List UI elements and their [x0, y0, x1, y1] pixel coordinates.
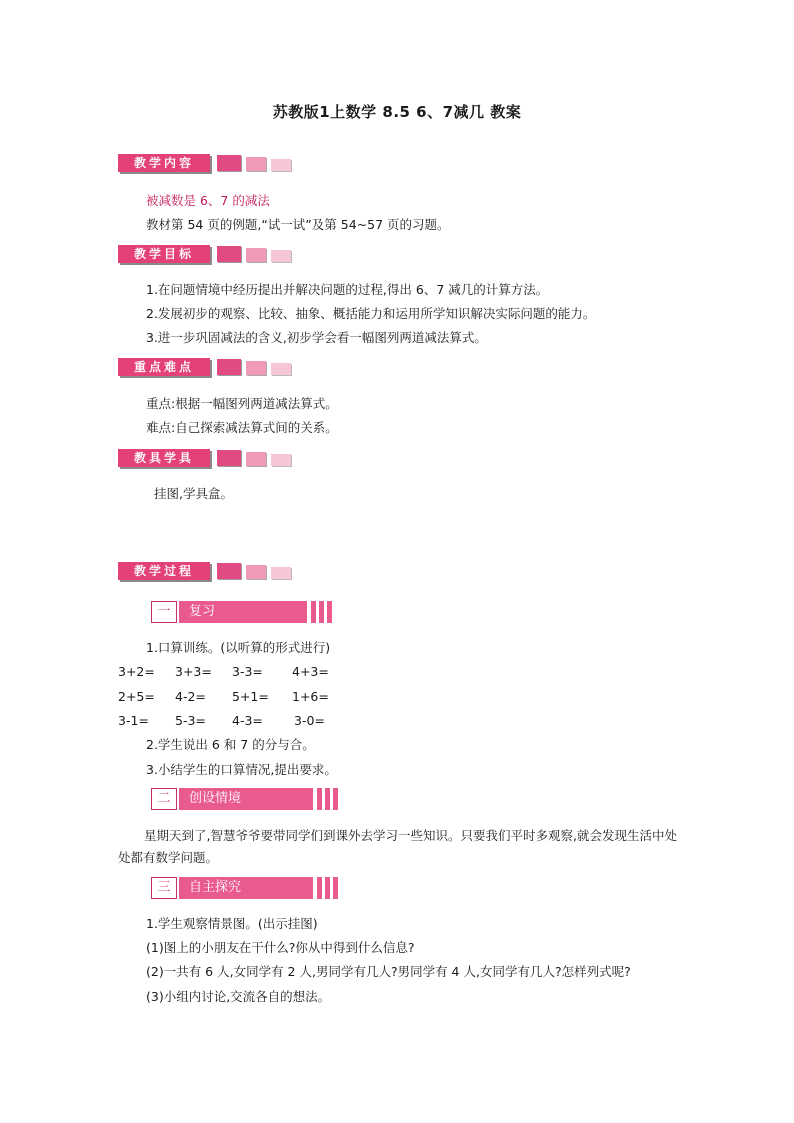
math-cell: 4-3= — [232, 713, 263, 728]
decor-tick — [333, 788, 338, 810]
math-cell: 5+1= — [232, 689, 269, 704]
math-cell: 3+3= — [175, 664, 212, 679]
section-label: 重点难点 — [118, 358, 210, 376]
goal-item: 3.进一步巩固减法的含义,初步学会看一幅图列两道减法算式。 — [146, 330, 487, 345]
math-cell: 4+3= — [292, 664, 329, 679]
math-cell: 2+5= — [118, 689, 155, 704]
decor-tick — [327, 601, 332, 623]
explore-item: (3)小组内讨论,交流各自的想法。 — [146, 989, 331, 1004]
scene-paragraph: 星期天到了,智慧爷爷要带同学们到课外去学习一些知识。只要我们平时多观察,就会发现生活中处处都有数学问题。 — [118, 828, 677, 865]
step-label: 创设情境 — [179, 788, 313, 810]
decor-tick — [317, 877, 322, 899]
decor-square — [271, 250, 291, 262]
content-subtitle: 被减数是 6、7 的减法 — [146, 193, 270, 208]
tools-text: 挂图,学具盒。 — [154, 486, 233, 501]
decor-square — [246, 565, 266, 579]
decor-square — [271, 363, 291, 375]
decor-tick — [311, 601, 316, 623]
section-label: 教学过程 — [118, 562, 210, 580]
decor-tick — [317, 788, 322, 810]
math-cell: 5-3= — [175, 713, 206, 728]
goal-item: 1.在问题情境中经历提出并解决问题的过程,得出 6、7 减几的计算方法。 — [146, 282, 549, 297]
decor-square — [246, 248, 266, 262]
review-item: 3.小结学生的口算情况,提出要求。 — [146, 762, 337, 777]
explore-item: 1.学生观察情景图。(出示挂图) — [146, 916, 318, 931]
decor-square — [246, 157, 266, 171]
math-cell: 3-0= — [294, 713, 325, 728]
math-cell: 4-2= — [175, 689, 206, 704]
explore-item: (1)图上的小朋友在干什么?你从中得到什么信息? — [146, 940, 415, 955]
decor-tick — [333, 877, 338, 899]
page-title: 苏教版1上数学 8.5 6、7减几 教案 — [272, 103, 522, 121]
review-item: 2.学生说出 6 和 7 的分与合。 — [146, 737, 315, 752]
step-label: 自主探究 — [179, 877, 313, 899]
step-label: 复习 — [179, 601, 307, 623]
content-text: 教材第 54 页的例题,“试一试”及第 54~57 页的习题。 — [146, 217, 450, 232]
explore-item: (2)一共有 6 人,女同学有 2 人,男同学有几人?男同学有 4 人,女同学有几人?怎样列式呢? — [146, 964, 631, 979]
decor-square — [217, 450, 241, 466]
decor-square — [271, 159, 291, 171]
decor-square — [217, 246, 241, 262]
decor-tick — [319, 601, 324, 623]
decor-square — [246, 361, 266, 375]
step-number: 二 — [151, 788, 177, 810]
decor-square — [217, 359, 241, 375]
section-label: 教学内容 — [118, 154, 210, 172]
decor-tick — [325, 788, 330, 810]
section-label: 教学目标 — [118, 245, 210, 263]
decor-square — [217, 155, 241, 171]
decor-square — [271, 567, 291, 579]
decor-tick — [325, 877, 330, 899]
step-number: 三 — [151, 877, 177, 899]
review-item: 1.口算训练。(以听算的形式进行) — [146, 640, 331, 655]
math-cell: 1+6= — [292, 689, 329, 704]
math-cell: 3+2= — [118, 664, 155, 679]
math-cell: 3-1= — [118, 713, 149, 728]
math-cell: 3-3= — [232, 664, 263, 679]
decor-square — [217, 563, 241, 579]
step-number: 一 — [151, 601, 177, 623]
section-label: 教具学具 — [118, 449, 210, 467]
key-point: 重点:根据一幅图列两道减法算式。 — [146, 396, 338, 411]
difficult-point: 难点:自己探索减法算式间的关系。 — [146, 420, 338, 435]
goal-item: 2.发展初步的观察、比较、抽象、概括能力和运用所学知识解决实际问题的能力。 — [146, 306, 596, 321]
decor-square — [271, 454, 291, 466]
decor-square — [246, 452, 266, 466]
